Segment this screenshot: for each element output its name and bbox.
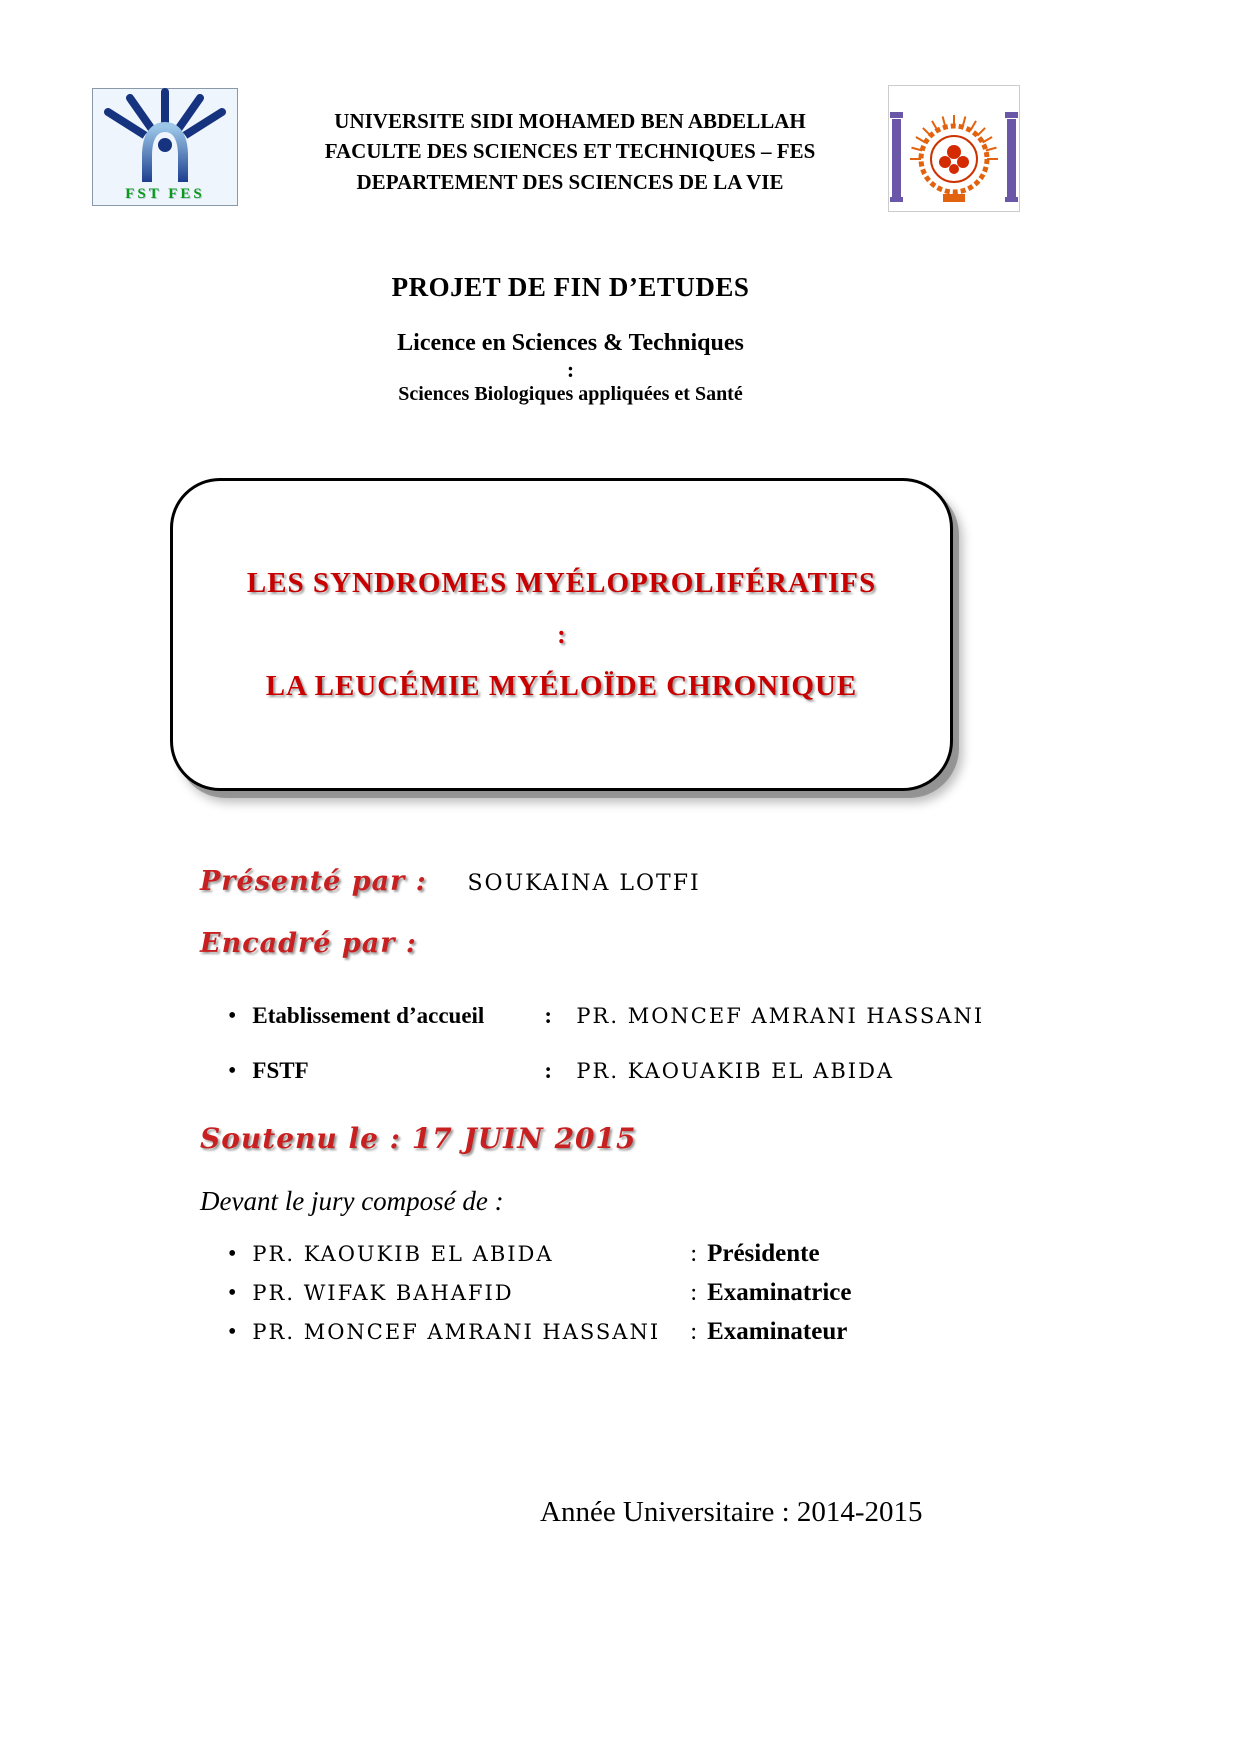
fst-fes-logo-caption: FST FES: [125, 186, 205, 202]
jury-member-role: Examinatrice: [707, 1279, 852, 1306]
degree-colon: :: [566, 357, 575, 382]
university-header: [240, 106, 900, 197]
thesis-title-box: [170, 478, 953, 791]
student-name: SOUKAINA LOTFI: [467, 871, 701, 896]
list-item: [228, 1240, 852, 1268]
academic-year: Année Universitaire : 2014-2015: [540, 1496, 923, 1528]
presented-by-label: Présenté par :: [200, 866, 427, 897]
thesis-title-colon: :: [557, 619, 566, 649]
jury-member-role: Examinateur: [707, 1318, 848, 1345]
jury-member-name: • PR. WIFAK BAHAFID: [252, 1281, 514, 1305]
jury-colon: :: [690, 1319, 698, 1345]
defense-date: Soutenu le : 17 JUIN 2015: [200, 1122, 637, 1155]
thesis-title-line-2: LA LEUCÉMIE MYÉLOÏDE CHRONIQUE: [265, 669, 858, 702]
degree-speciality: Sciences Biologiques appliquées et Santé: [398, 383, 743, 406]
list-item: [228, 1318, 852, 1346]
degree-name: Licence en Sciences & Techniques: [397, 330, 744, 356]
degree-block: [0, 330, 1141, 406]
list-item: [228, 1279, 852, 1307]
supervised-by-row: [200, 928, 417, 959]
university-seal-logo: [888, 85, 1020, 212]
list-item: [228, 1003, 984, 1029]
university-name: UNIVERSITE SIDI MOHAMED BEN ABDELLAH: [334, 109, 806, 133]
jury-list: [228, 1240, 852, 1357]
fst-fes-logo: [92, 88, 238, 206]
jury-colon: :: [690, 1241, 698, 1267]
presented-by-row: [200, 866, 701, 897]
department-name: DEPARTEMENT DES SCIENCES DE LA VIE: [356, 169, 784, 194]
supervisor-place: • FSTF: [252, 1058, 309, 1083]
thesis-title-line-1: LES SYNDROMES MYÉLOPROLIFÉRATIFS: [246, 566, 877, 599]
university-seal-graphic: [888, 85, 1020, 212]
supervisor-place: • Etablissement d’accueil: [252, 1003, 485, 1028]
supervisors-list: [228, 1003, 984, 1113]
list-item: [228, 1058, 984, 1084]
supervised-by-label: Encadré par :: [200, 928, 417, 959]
project-title: PROJET DE FIN D’ETUDES: [391, 272, 750, 302]
jury-intro: Devant le jury composé de :: [200, 1186, 504, 1216]
jury-member-name: • PR. KAOUKIB EL ABIDA: [252, 1242, 554, 1266]
faculty-name: FACULTE DES SCIENCES ET TECHNIQUES – FES: [324, 139, 816, 164]
supervisor-colon: :: [544, 1003, 553, 1028]
jury-member-role: Présidente: [707, 1240, 820, 1267]
supervisor-name: PR. MONCEF AMRANI HASSANI: [576, 1004, 985, 1028]
jury-colon: :: [690, 1280, 698, 1306]
supervisor-colon: :: [544, 1058, 553, 1083]
jury-member-name: • PR. MONCEF AMRANI HASSANI: [252, 1320, 661, 1344]
supervisor-name: PR. KAOUAKIB EL ABIDA: [576, 1059, 895, 1083]
